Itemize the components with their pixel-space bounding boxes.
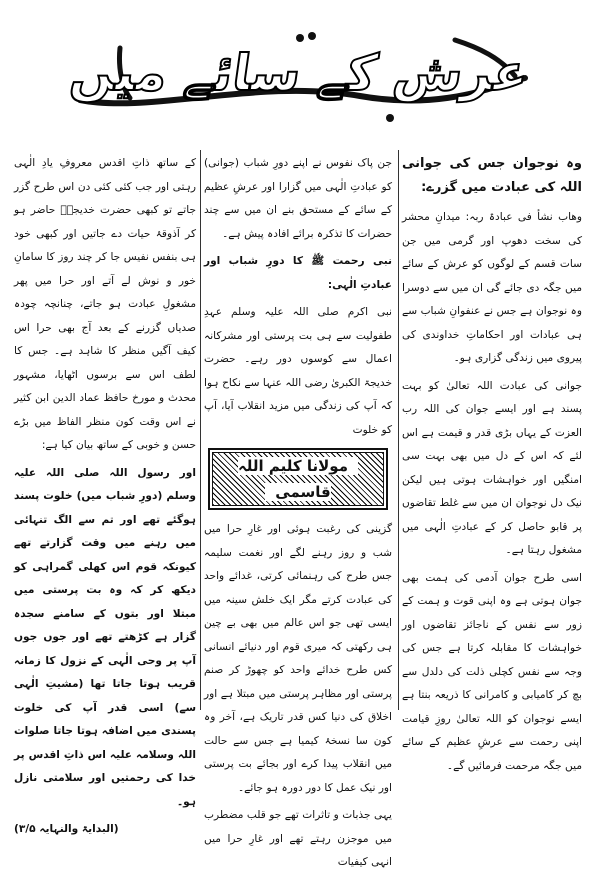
column-heading: وہ نوجوان جس کی جوانی اللہ کی عبادت میں گزرے:: [402, 156, 582, 195]
paragraph: اسی طرح جوان آدمی کی ہمت بھی جوان ہوتی ہے وہ اپنی قوت و ہمت کے زور سے نفس کے ناجائز تقاضوں اور خواہشات کا مقابلہ کرتا ہے جس کی وجہ سے نفس کچلی ذلت کی دلدل سے بچ کر کامیابی و کامرانی کا ذریعہ بنتا ہے ایسے نوجوان کو اللہ تعالیٰ روزِ قیامت اپنی رحمت سے عرشِ عظیم کے سائے میں جگہ مرحمت فرمائیں گے۔: [402, 571, 582, 772]
author-byline-box: [208, 448, 388, 510]
column-middle: [204, 152, 392, 868]
column-right: [402, 152, 582, 772]
paragraph: نبی اکرم صلی اللہ علیہ وسلم عہدِ طفولیت سے ہی بت پرستی اور مشرکانہ اعمال سے کوسوں دور رہے۔ حضرت خدیجۃ الکبریٰ رضی اللہ عنہا سے نکاح ہوا کہ آپ کی زندگی میں مزید انقلاب آیا، آپ کو خلوت: [204, 306, 392, 436]
paragraph: کے ساتھ ذاتِ اقدس معروفِ یادِ الٰہی رہتی اور جب کئی کئی دن اس طرح گزر جاتے تو کبھی حضرت خدیجہؓ حاضر ہو کر آذوقۂ حیات دے جاتیں اور کبھی خود ہی بنفس نفیس جا کر چند روز کا سامانِ خور و نوش لے آتے اور حرا میں پھر مشغولِ عبادت ہو جاتے، چنانچہ چودہ صدیاں گزرنے کے بعد آج بھی حرا اس کیف آگیں منظر کا شاہد ہے۔ جس کا لطف اس سے برسوں اٹھایا، مشہور محدث و مورخ حافظ عماد الدین ابن کثیر نے اس وقت کون منظر الفاظ میں بڑے حسن و خوبی کے ساتھ بیان کیا ہے:: [14, 157, 196, 451]
column-divider: [398, 150, 399, 710]
citation: (البدایۃ والنہایہ ۳/۵): [14, 823, 119, 835]
masthead-title: عرش کے سائے میں: [67, 44, 533, 102]
column-divider: [200, 150, 201, 710]
author-name: مولانا کلیم اللہ قاسمی: [238, 457, 358, 501]
paragraph: جن پاک نفوس نے اپنے دورِ شباب (جوانی) کو عبادتِ الٰہی میں گزارا اور عرشِ عظیم کے سائے کے مستحق بنے ان میں سے چند حضرات کا تذکرہ برائے افادہ پیش ہے۔: [204, 157, 392, 240]
masthead: [60, 18, 540, 128]
paragraph: وھاب نشأ فی عبادۃ ربہ: میدانِ محشر کی سخت دھوپ اور گرمی میں جن سات قسم کے لوگوں کو عرش کے سائے میں جگہ دی جائے گی ان میں سے دوسرا وہ نوجوان ہے جس نے عنفوانِ شباب سے ہی عبادات اور احکاماتِ خداوندی کی پیروی میں زندگی گزاری ہو۔: [402, 211, 582, 364]
paragraph: جوانی کی عبادت اللہ تعالیٰ کو بہت پسند ہے اور ایسے جوان کی اللہ رب العزت کے یہاں بڑی قدر و قیمت ہے اس لئے کہ اس کے دل میں بھی بہت سی امنگیں اور خواہشات ہوتی ہیں لیکن نیک دل نوجوان ان میں سے غلط تقاضوں پر قابو حاصل کر کے عبادتِ الٰہی میں مشغول رہتا ہے۔: [402, 379, 582, 556]
section-subhead: نبی رحمت ﷺ کا دورِ شباب اور عبادتِ الٰہی:: [204, 255, 392, 291]
paragraph: گزینی کی رغبت ہوئی اور غارِ حرا میں شب و روز رہنے لگے اور نغمت سلیمہ جس طرح کی رہنمائی کرتی، غدائے واحد کی عبادت کرتے مگر ایک خلش سینہ میں ایسی تھی جو اس عالم میں بھی بے چین ہی رکھتی کہ میری قوم اور دنیائے انسانی کس طرح خدائے واحد کو چھوڑ کر صنم پرستی اور مظاہر پرستی میں مبتلا ہے اور اخلاق کی دنیا کس قدر تاریک ہے، آخر وہ کون سا نسخۂ کیمیا ہے جس سے حالت میں انقلاب پیدا کرے اور بجائے بت پرستی اور نیک عمل کا دور دورہ ہو جائے۔: [204, 523, 392, 794]
column-left: [14, 152, 196, 835]
paragraph: یہی جذبات و تاثرات تھے جو قلب مضطرب میں موجزن رہتے تھے اور غارِ حرا میں انہی کیفیات: [204, 809, 392, 868]
quotation: اور رسول اللہ صلی اللہ علیہ وسلم (دورِ شباب میں) خلوت پسند ہوگئے تھے اور تم سے الگ تنہائی میں رہنے میں وقت گزارتے تھے کیونکہ قوم اس کھلی گمراہی کو دیکھ کر کہ وہ بت پرستی میں مبتلا اور بتوں کے سامنے سجدہ گزار ہے کڑھتے تھے اور جوں جوں آپ پر وحی الٰہی کے نزول کا زمانہ قریب ہوتا جاتا تھا (مشیتِ الٰہی سے) اسی قدر آپ کی خلوت پسندی میں اضافہ ہوتا جاتا صلوات اللہ وسلامہ علیہ اس ذاتِ اقدس پر خدا کی رحمتیں اور سلامتی نازل ہو۔: [14, 466, 196, 808]
